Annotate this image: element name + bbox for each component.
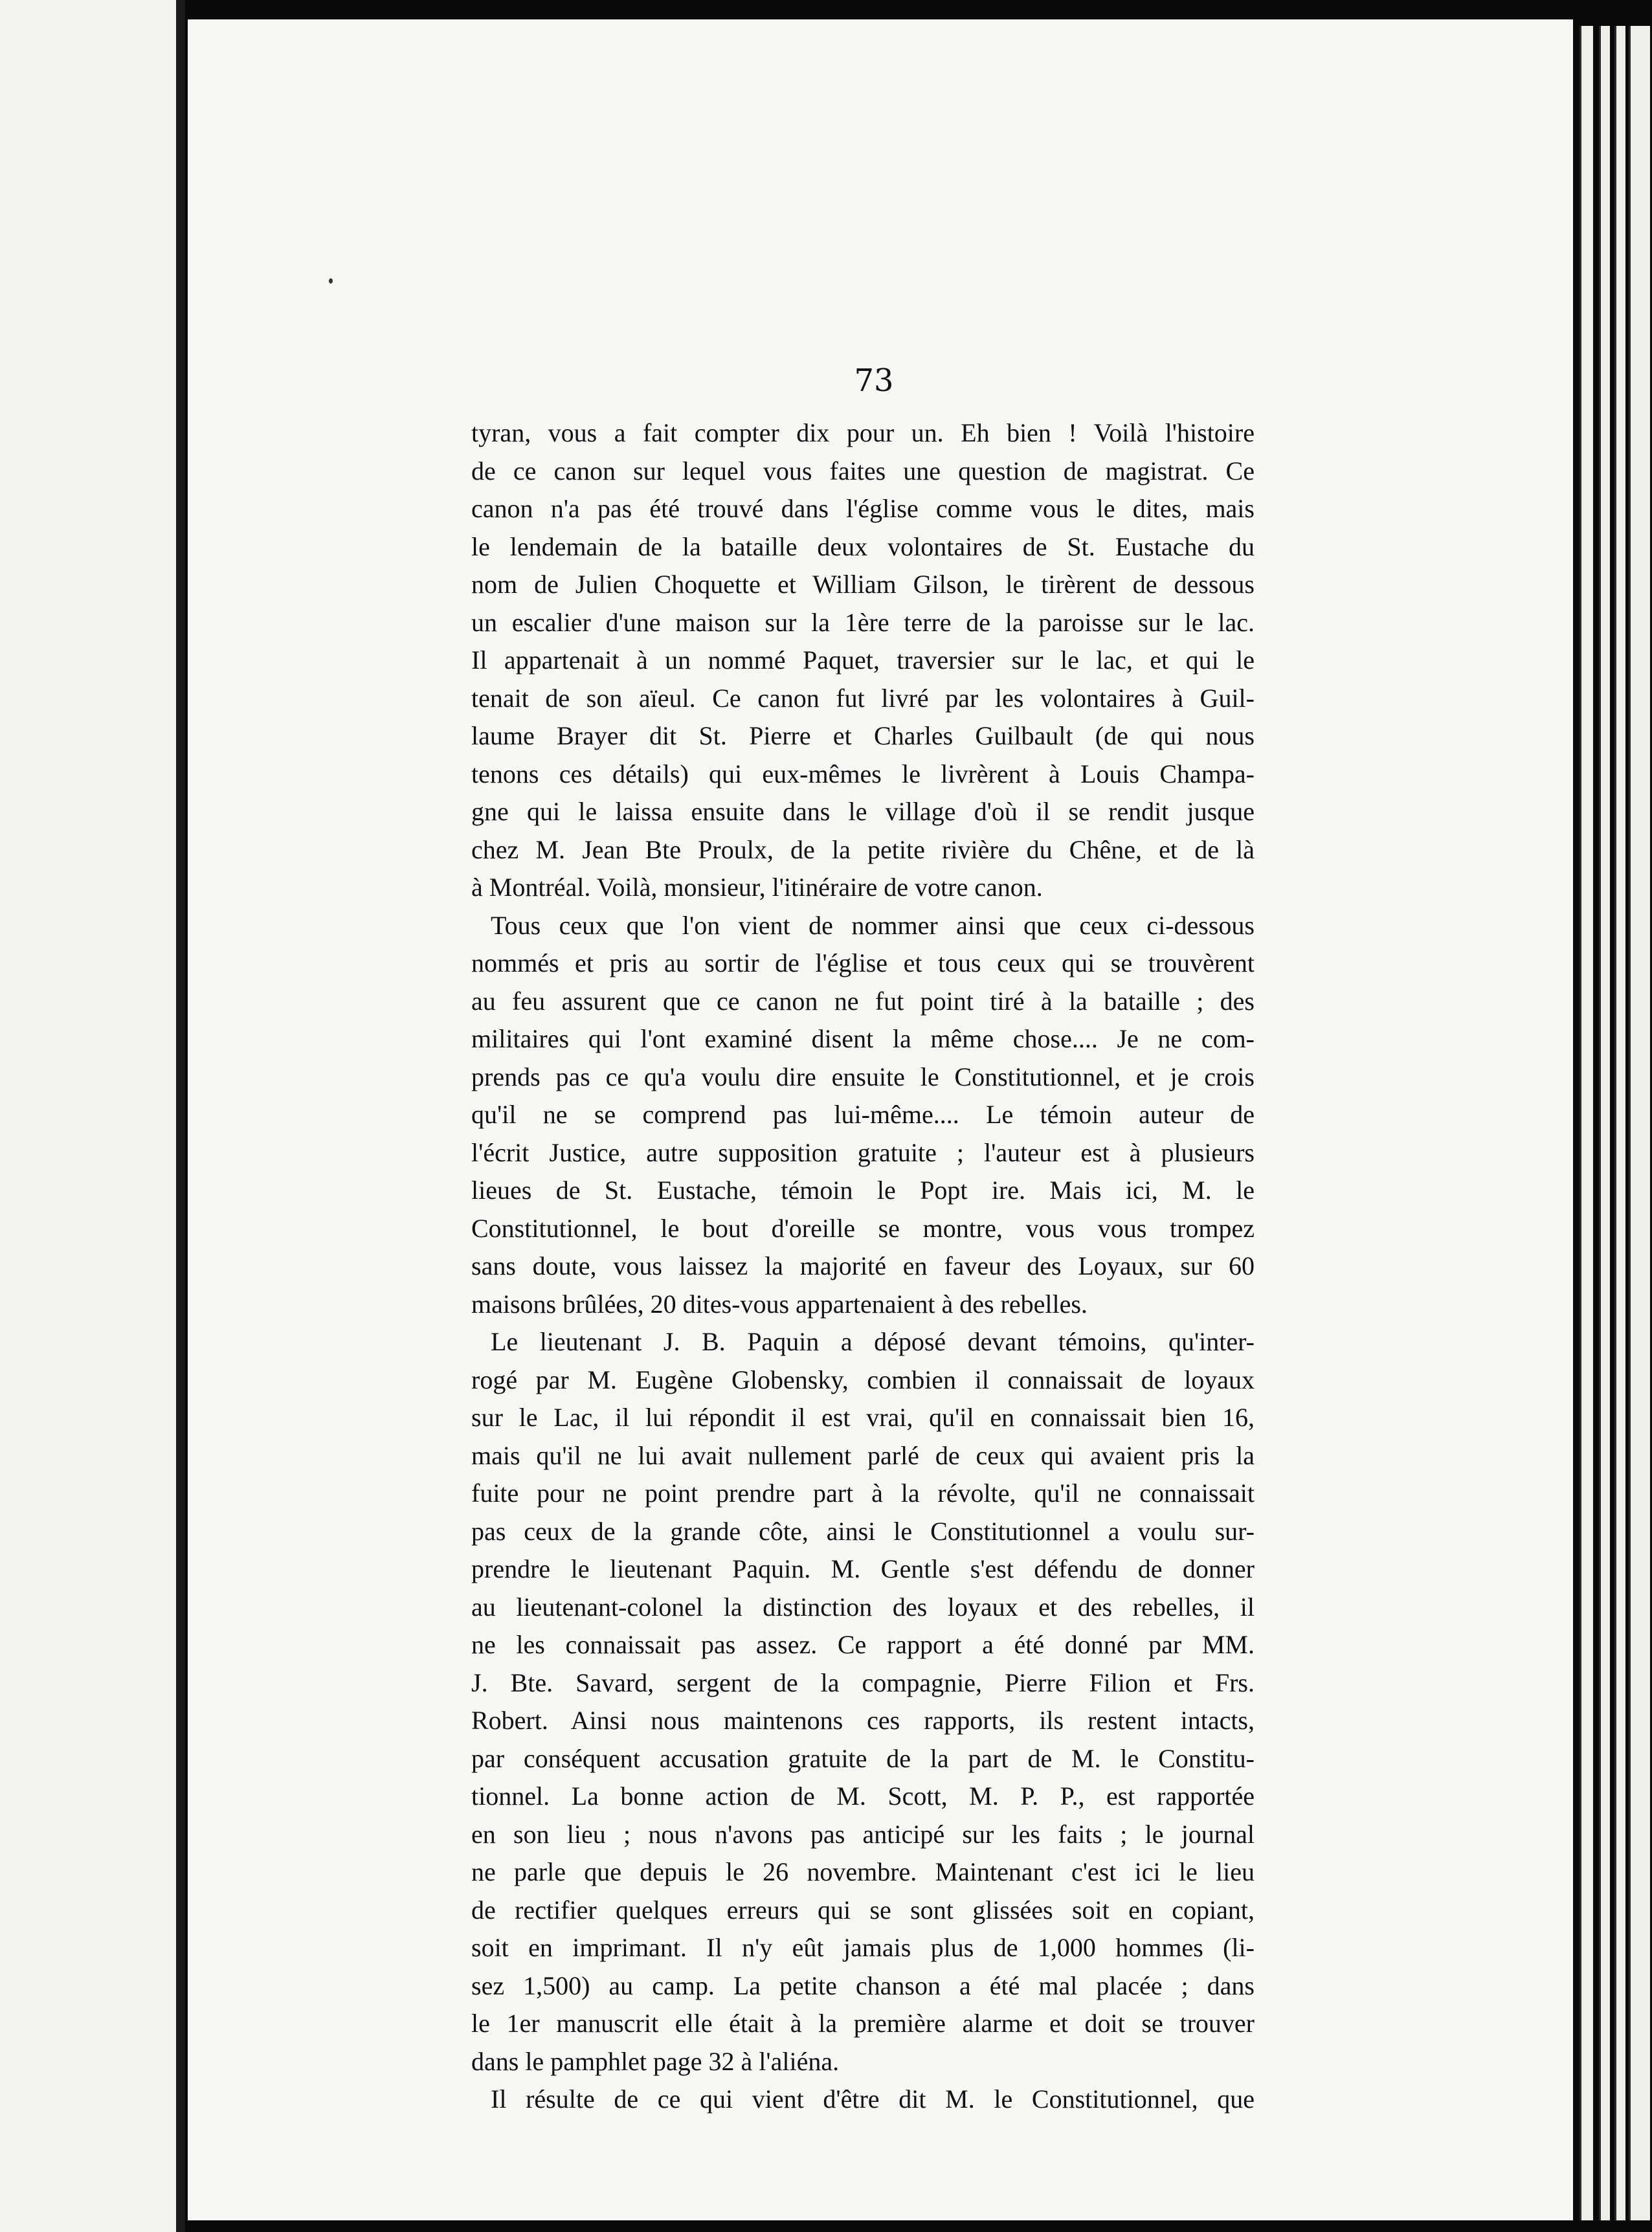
text-line: laume Brayer dit St. Pierre et Charles Guilbault (de qui nous — [471, 721, 1255, 750]
binding-gutter — [176, 0, 185, 2232]
text-line: pas ceux de la grande côte, ainsi le Constitutionnel a voulu sur- — [471, 1516, 1255, 1546]
text-line: soit en imprimant. Il n'y eût jamais plus de 1,000 hommes (li- — [471, 1933, 1255, 1962]
text-line: par conséquent accusation gratuite de la part de M. le Constitu- — [471, 1743, 1255, 1773]
text-line: Tous ceux que l'on vient de nommer ainsi que ceux ci-dessous — [491, 910, 1255, 940]
text-line: tyran, vous a fait compter dix pour un. Eh bien ! Voilà l'histoire — [471, 418, 1255, 447]
text-line: nom de Julien Choquette et William Gilson, le tirèrent de dessous — [471, 570, 1255, 599]
text-line: Il appartenait à un nommé Paquet, traversier sur le lac, et qui le — [471, 645, 1255, 675]
text-line: maisons brûlées, 20 dites-vous appartenaient à des rebelles. — [471, 1289, 1088, 1319]
text-line: tenait de son aïeul. Ce canon fut livré par les volontaires à Guil- — [471, 683, 1255, 713]
text-line: qu'il ne se comprend pas lui-même.... Le témoin auteur de — [471, 1100, 1255, 1129]
text-line: l'écrit Justice, autre supposition gratuite ; l'auteur est à plusieurs — [471, 1137, 1255, 1167]
page-stack-edge — [1614, 26, 1625, 2220]
text-line: J. Bte. Savard, sergent de la compagnie, Pierre Filion et Frs. — [471, 1668, 1255, 1697]
text-line: de rectifier quelques erreurs qui se sont glissées soit en copiant, — [471, 1895, 1255, 1925]
text-line: de ce canon sur lequel vous faites une question de magistrat. Ce — [471, 456, 1255, 485]
text-line: chez M. Jean Bte Proulx, de la petite rivière du Chêne, et de là — [471, 834, 1255, 864]
text-line: à Montréal. Voilà, monsieur, l'itinéraire de votre canon. — [471, 873, 1043, 902]
page-number: 73 — [854, 363, 894, 399]
facing-page-margin — [0, 0, 184, 2232]
text-line: au lieutenant-colonel la distinction des loyaux et des rebelles, il — [471, 1592, 1255, 1622]
text-line: militaires qui l'ont examiné disent la même chose.... Je ne com- — [471, 1024, 1255, 1053]
text-line: mais qu'il ne lui avait nullement parlé de ceux qui avaient pris la — [471, 1440, 1255, 1470]
text-line: prends pas ce qu'a voulu dire ensuite le Constitutionnel, et je crois — [471, 1062, 1255, 1091]
text-line: canon n'a pas été trouvé dans l'église comme vous le dites, mais — [471, 494, 1255, 523]
body-text — [471, 414, 1255, 2119]
page-stack-edge — [1599, 26, 1610, 2220]
text-line: ne parle que depuis le 26 novembre. Maintenant c'est ici le lieu — [471, 1857, 1255, 1886]
text-line: Constitutionnel, le bout d'oreille se montre, vous vous trompez — [471, 1213, 1255, 1243]
text-line: fuite pour ne point prendre part à la révolte, qu'il ne connaissait — [471, 1479, 1255, 1508]
text-line: ne les connaissait pas assez. Ce rapport a été donné par MM. — [471, 1630, 1255, 1659]
page-stack-edge — [1629, 26, 1650, 2220]
text-line: Il résulte de ce qui vient d'être dit M. le Constitutionnel, que — [491, 2084, 1255, 2114]
text-line: Robert. Ainsi nous maintenons ces rapports, ils restent intacts, — [471, 1706, 1255, 1735]
text-line: tionnel. La bonne action de M. Scott, M. P. P., est rapportée — [471, 1781, 1255, 1811]
text-line: lieues de St. Eustache, témoin le Popt ire. Mais ici, M. le — [471, 1176, 1255, 1205]
text-line: en son lieu ; nous n'avons pas anticipé sur les faits ; le journal — [471, 1819, 1255, 1849]
text-line: sans doute, vous laissez la majorité en faveur des Loyaux, sur 60 — [471, 1251, 1255, 1280]
text-line: gne qui le laissa ensuite dans le village d'où il se rendit jusque — [471, 797, 1255, 826]
text-line: sez 1,500) au camp. La petite chanson a été mal placée ; dans — [471, 1970, 1255, 2000]
text-line: le lendemain de la bataille deux volontaires de St. Eustache du — [471, 531, 1255, 561]
text-line: tenons ces détails) qui eux-mêmes le livrèrent à Louis Champa- — [471, 759, 1255, 788]
text-line: nommés et pris au sortir de l'église et tous ceux qui se trouvèrent — [471, 948, 1255, 977]
text-line: le 1er manuscrit elle était à la première alarme et doit se trouver — [471, 2009, 1255, 2038]
text-line: Le lieutenant J. B. Paquin a déposé devant témoins, qu'inter- — [491, 1327, 1255, 1356]
text-line: au feu assurent que ce canon ne fut point tiré à la bataille ; des — [471, 986, 1255, 1016]
ink-speck — [329, 278, 333, 284]
text-line: un escalier d'une maison sur la 1ère terre de la paroisse sur le lac. — [471, 607, 1255, 637]
text-line: rogé par M. Eugène Globensky, combien il connaissait de loyaux — [471, 1365, 1255, 1394]
text-line: prendre le lieutenant Paquin. M. Gentle s'est défendu de donner — [471, 1554, 1255, 1583]
text-line: sur le Lac, il lui répondit il est vrai, qu'il en connaissait bien 16, — [471, 1403, 1255, 1432]
text-line: dans le pamphlet page 32 à l'aliéna. — [471, 2046, 840, 2076]
page-stack-edge — [1579, 26, 1593, 2220]
